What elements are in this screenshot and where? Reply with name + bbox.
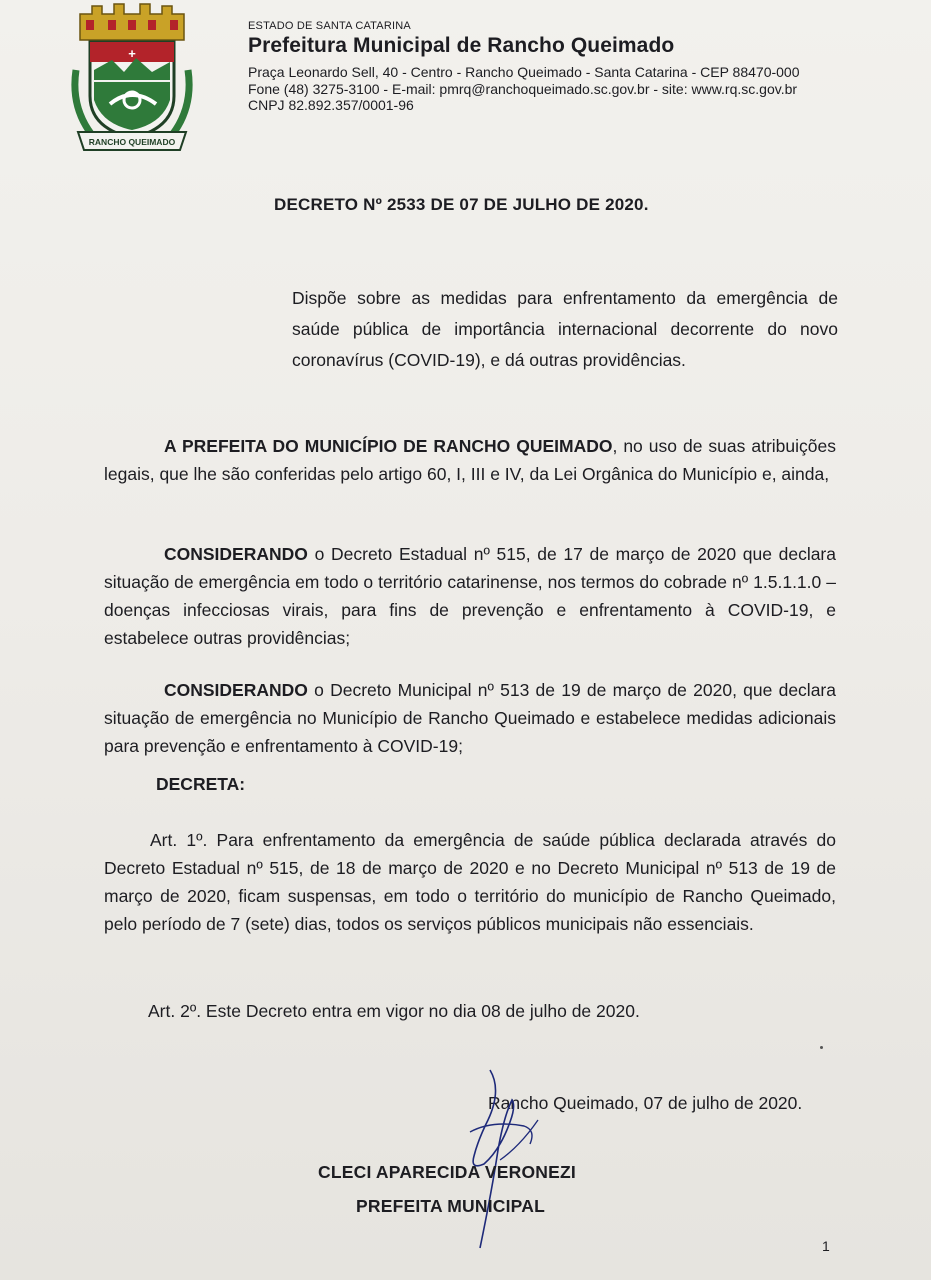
svg-text:+: + — [128, 46, 136, 61]
considerando-paragraph-1 — [104, 540, 836, 652]
letterhead — [248, 20, 908, 114]
state-name: ESTADO DE SANTA CATARINA — [248, 20, 411, 32]
article-1: Art. 1º. Para enfrentamento da emergência de saúde pública declarada através do Decreto Estadual nº 515, de 18 de março de 2020 e no Decreto Municipal nº 513 de 19 de março de 2020, ficam suspensas, em todo o território do município de Rancho Queimado, pelo período de 7 (sete) dias, todos os serviços públicos municipais não essenciais. — [104, 830, 836, 934]
preamble-paragraph — [104, 432, 836, 488]
considerando-label-1: CONSIDERANDO — [164, 544, 308, 564]
preamble-text: , no uso de suas atribuições legais, que lhe são conferidas pelo artigo 60, I, III e IV, da Lei Orgânica do Município e, ainda, — [104, 436, 836, 484]
municipal-crest-icon — [66, 0, 198, 158]
considerando-text-2: o Decreto Municipal nº 513 de 19 de março de 2020, que declara situação de emergência no Município de Rancho Queimado e estabelece medidas adicionais para prevenção e enfrentamento à COVID-19; — [104, 680, 836, 756]
considerando-text-1: o Decreto Estadual nº 515, de 17 de março de 2020 que declara situação de emergência em todo o território catarinense, nos termos do cobrade nº 1.5.1.1.0 – doenças infecciosas virais, para fins de prevenção e enfrentamento à COVID-19, e estabelece outras providências; — [104, 544, 836, 648]
signer-name: CLECI APARECIDA VERONEZI — [318, 1162, 576, 1182]
crest-banner-text: RANCHO QUEIMADO — [88, 137, 176, 147]
contact-line: Fone (48) 3275-3100 - E-mail: pmrq@ranchoqueimado.sc.gov.br - site: www.rq.sc.gov.br — [248, 80, 798, 97]
paper-speck — [820, 1046, 823, 1049]
municipality-name: Prefeitura Municipal de Rancho Queimado — [248, 34, 675, 57]
address-line: Praça Leonardo Sell, 40 - Centro - Rancho Queimado - Santa Catarina - CEP 88470-000 — [248, 64, 800, 80]
decree-title: DECRETO Nº 2533 DE 07 DE JULHO DE 2020. — [274, 195, 649, 214]
article-2: Art. 2º. Este Decreto entra em vigor no dia 08 de julho de 2020. — [148, 1001, 640, 1021]
handwritten-signature-icon — [440, 1060, 550, 1260]
decree-ementa: Dispõe sobre as medidas para enfrentamento da emergência de saúde pública de importância internacional decorrente do novo coronavírus (COVID-19), e dá outras providências. — [292, 288, 838, 370]
place-date: Rancho Queimado, 07 de julho de 2020. — [488, 1093, 803, 1113]
decreta-heading: DECRETA: — [156, 774, 246, 794]
cnpj-line: CNPJ 82.892.357/0001-96 — [248, 97, 414, 113]
signer-role: PREFEITA MUNICIPAL — [356, 1196, 545, 1216]
page-number: 1 — [822, 1238, 830, 1254]
considerando-label-2: CONSIDERANDO — [164, 680, 308, 700]
preamble-authority: A PREFEITA DO MUNICÍPIO DE RANCHO QUEIMADO — [164, 436, 613, 456]
considerando-paragraph-2 — [104, 676, 836, 760]
